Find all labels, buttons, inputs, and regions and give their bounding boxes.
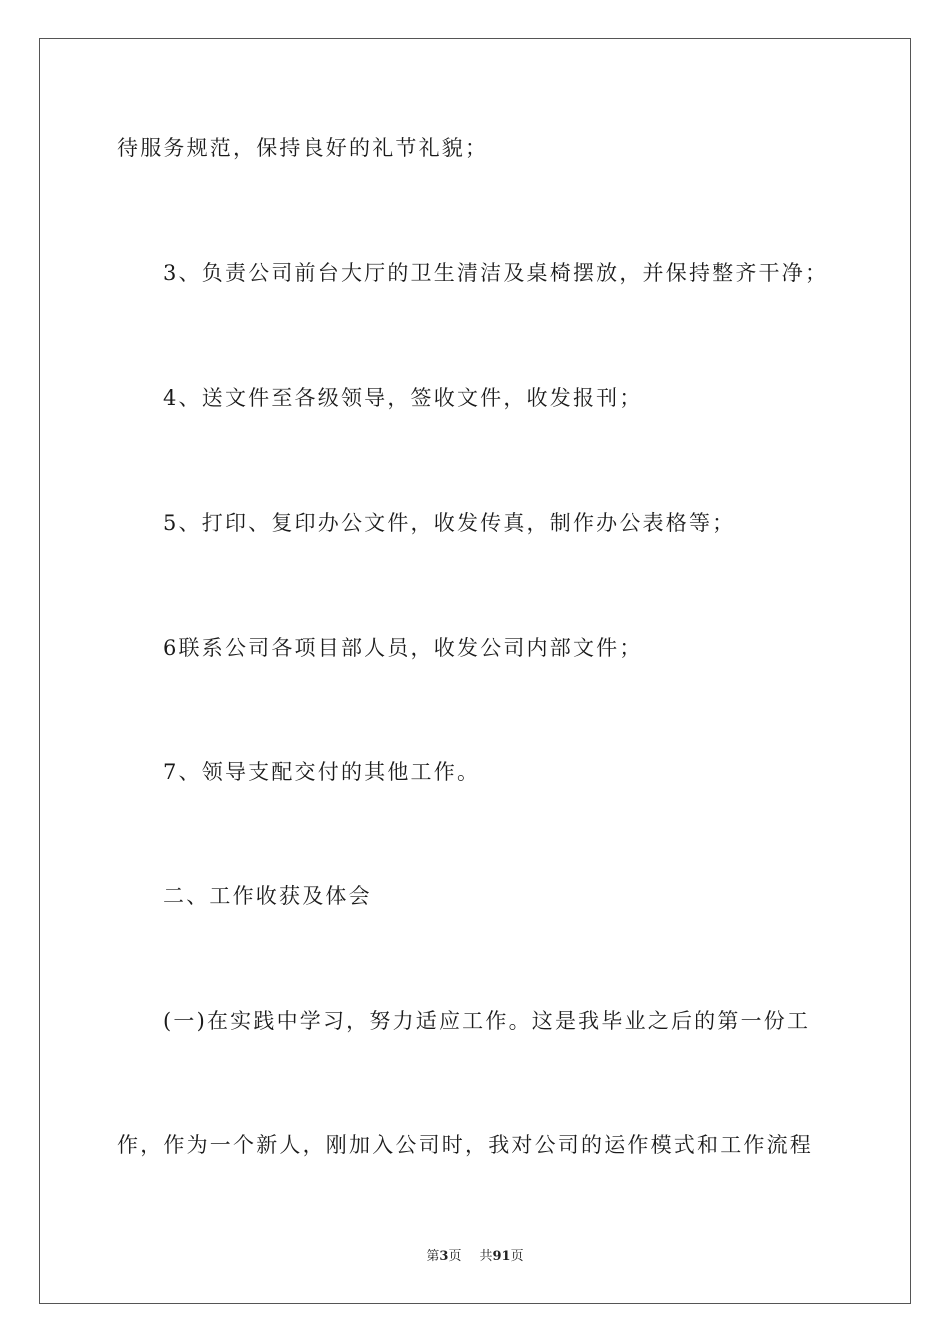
paragraph-line-3: 4、送文件至各级领导，签收文件，收发报刊； bbox=[163, 386, 643, 410]
footer-total-suffix: 页 bbox=[510, 1249, 524, 1264]
page-frame bbox=[39, 38, 911, 1304]
paragraph-line-5: 6联系公司各项目部人员，收发公司内部文件； bbox=[163, 636, 643, 660]
footer-page-number: 3 bbox=[439, 1249, 449, 1264]
paragraph-line-2: 3、负责公司前台大厅的卫生清洁及桌椅摆放，并保持整齐干净； bbox=[163, 261, 829, 285]
paragraph-line-1: 待服务规范，保持良好的礼节礼貌； bbox=[117, 136, 489, 160]
paragraph-line-4: 5、打印、复印办公文件，收发传真，制作办公表格等； bbox=[163, 511, 736, 535]
paragraph-line-8: (一)在实践中学习，努力适应工作。这是我毕业之后的第一份工 bbox=[163, 1009, 811, 1033]
footer-total-prefix: 共 bbox=[479, 1249, 493, 1264]
paragraph-line-6: 7、领导支配交付的其他工作。 bbox=[163, 760, 481, 784]
page-footer bbox=[0, 1245, 950, 1264]
footer-page-prefix: 第 bbox=[426, 1249, 440, 1264]
footer-page-suffix: 页 bbox=[448, 1249, 462, 1264]
paragraph-line-9: 作，作为一个新人，刚加入公司时，我对公司的运作模式和工作流程 bbox=[117, 1133, 813, 1157]
section-heading: 二、工作收获及体会 bbox=[163, 884, 372, 908]
footer-total-pages: 91 bbox=[492, 1249, 511, 1264]
